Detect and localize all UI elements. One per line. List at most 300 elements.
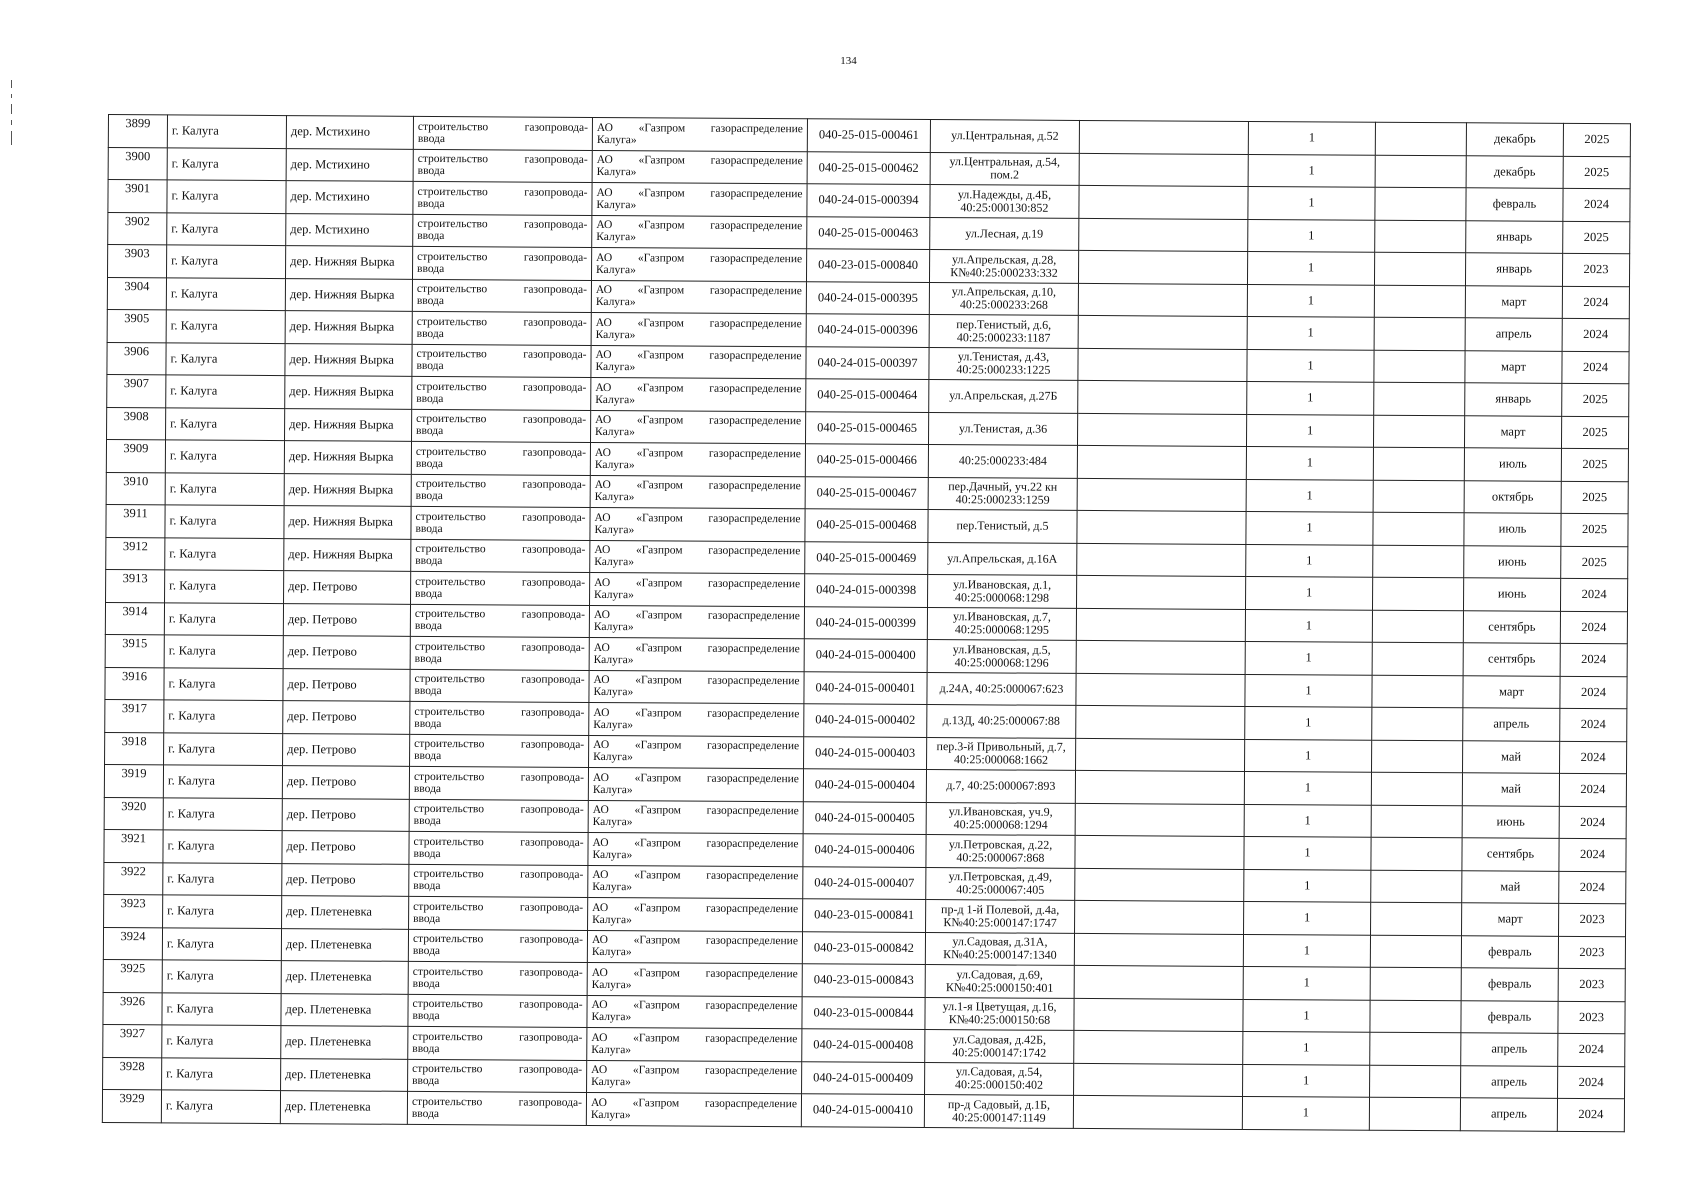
organization-word-1: АО	[596, 219, 613, 232]
address-line-2: 40:25:000068:1298	[955, 589, 1050, 605]
empty-cell	[1374, 252, 1465, 285]
work-type-word-3: ввода	[417, 132, 446, 145]
row-number-cell: 3905	[107, 309, 166, 342]
object-code-cell: 040-24-015-000406	[803, 834, 926, 867]
quantity-cell: 1	[1248, 154, 1375, 187]
organization-word-3: газораспределение	[710, 219, 803, 233]
village-cell: дер. Петрово	[282, 863, 409, 896]
quantity-cell: 1	[1244, 869, 1371, 902]
year-cell: 2024	[1563, 188, 1630, 221]
organization-word-2: «Газпром	[637, 349, 684, 362]
row-number-cell: 3915	[105, 634, 164, 667]
organization-word-1: АО	[592, 771, 610, 784]
organization-word-3: газораспределение	[709, 317, 802, 330]
city-cell: г. Калуга	[166, 407, 285, 440]
empty-cell	[1077, 445, 1246, 479]
work-type-word-1: строительство	[412, 998, 483, 1011]
empty-cell	[1375, 122, 1466, 155]
work-type-word-2: газопровода-	[520, 738, 585, 752]
empty-cell	[1373, 545, 1464, 578]
empty-cell	[1372, 707, 1463, 740]
work-type-word-1: строительство	[413, 868, 484, 881]
address-line-1: ул.Тенистая, д.43,	[957, 349, 1050, 365]
work-type-cell	[408, 961, 587, 995]
work-type-word-2: газопровода-	[519, 933, 583, 947]
object-code-cell: 040-23-015-000841	[803, 899, 926, 932]
work-type-word-2: газопровода-	[524, 121, 588, 134]
work-type-cell	[410, 636, 589, 670]
organization-word-4: Калуга»	[594, 588, 634, 601]
address-cell	[928, 412, 1077, 445]
empty-cell	[1369, 1097, 1460, 1130]
work-type-cell	[410, 701, 589, 735]
year-cell: 2024	[1560, 708, 1627, 741]
object-code-cell: 040-24-015-000395	[806, 281, 929, 314]
work-type-cell	[411, 539, 590, 573]
work-type-cell	[411, 474, 590, 508]
organization-word-4: Калуга»	[595, 328, 636, 341]
village-cell: дер. Петрово	[283, 636, 410, 669]
address-cell	[928, 477, 1077, 510]
organization-word-1: АО	[593, 739, 610, 752]
city-cell: г. Калуга	[166, 375, 285, 408]
quantity-cell: 1	[1245, 576, 1372, 609]
address-cell	[926, 770, 1075, 803]
object-code-cell: 040-25-015-000462	[807, 151, 930, 184]
work-type-word-2: газопровода-	[522, 446, 586, 459]
work-type-word-2: газопровода-	[522, 413, 587, 427]
work-type-cell	[408, 1059, 587, 1093]
organization-word-4: Калуга»	[592, 881, 633, 894]
organization-word-3: газораспределение	[709, 284, 802, 298]
empty-cell	[1371, 902, 1462, 935]
village-cell: дер. Мстихино	[286, 181, 413, 214]
empty-cell	[1371, 805, 1462, 838]
organization-word-1: АО	[591, 1031, 608, 1044]
city-cell: г. Калуга	[165, 472, 284, 505]
year-cell: 2025	[1562, 383, 1629, 416]
year-cell: 2024	[1557, 1098, 1624, 1131]
organization-word-2: «Газпром	[636, 511, 683, 525]
quantity-cell: 1	[1242, 1096, 1369, 1129]
city-cell: г. Калуга	[163, 895, 282, 928]
work-type-word-2: газопровода-	[524, 153, 588, 167]
village-cell: дер. Плетеневка	[281, 1026, 408, 1059]
city-cell: г. Калуга	[163, 797, 282, 830]
work-type-cell	[412, 376, 591, 410]
work-type-word-1: строительство	[417, 218, 488, 231]
address-cell	[928, 445, 1077, 478]
village-cell: дер. Петрово	[283, 603, 410, 636]
work-type-word-2: газопровода-	[521, 706, 585, 719]
organization-word-2: «Газпром	[635, 674, 682, 687]
month-cell: январь	[1466, 220, 1563, 253]
organization-word-4: Калуга»	[591, 1076, 631, 1089]
quantity-cell: 1	[1246, 511, 1373, 544]
work-type-word-1: строительство	[417, 153, 489, 166]
address-line-1: ул.Садовая, д.69,	[956, 966, 1043, 982]
object-code-cell: 040-24-015-000410	[801, 1094, 924, 1127]
empty-cell	[1079, 153, 1248, 187]
organization-word-1: АО	[596, 154, 613, 167]
work-type-cell	[411, 441, 590, 475]
address-line-2: 40:25:000233:1187	[956, 329, 1051, 345]
row-number-cell: 3901	[108, 180, 167, 213]
address-line-2: 40:25:000068:1296	[954, 654, 1049, 670]
work-type-word-2: газопровода-	[519, 966, 583, 979]
village-cell: дер. Нижняя Вырка	[285, 376, 412, 409]
work-type-word-1: строительство	[413, 803, 485, 816]
work-type-word-1: строительство	[414, 640, 486, 654]
organization-word-4: Калуга»	[596, 133, 637, 146]
row-number-cell: 3918	[105, 732, 164, 765]
address-cell	[926, 867, 1075, 900]
address-line-1: пер.Тенистый, д.5	[956, 518, 1049, 534]
organization-cell	[588, 865, 803, 899]
organization-word-3: газораспределение	[707, 609, 800, 623]
organization-word-2: «Газпром	[634, 869, 681, 882]
address-cell	[929, 347, 1078, 380]
city-cell: г. Калуга	[162, 927, 281, 960]
row-number-cell: 3925	[103, 959, 162, 992]
object-code-cell: 040-25-015-000465	[805, 411, 928, 444]
quantity-cell: 1	[1244, 901, 1371, 934]
work-type-word-3: ввода	[417, 165, 445, 178]
quantity-cell: 1	[1244, 771, 1371, 804]
work-type-word-1: строительство	[415, 510, 486, 524]
empty-cell	[1077, 543, 1246, 577]
work-type-cell	[412, 279, 591, 313]
work-type-word-3: ввода	[416, 327, 444, 340]
row-number-cell: 3924	[103, 927, 162, 960]
work-type-cell	[408, 1026, 587, 1060]
month-cell: май	[1463, 740, 1560, 773]
village-cell: дер. Нижняя Вырка	[285, 408, 412, 441]
city-cell: г. Калуга	[167, 180, 286, 213]
organization-word-1: АО	[591, 966, 608, 979]
organization-word-4: Калуга»	[591, 978, 632, 991]
address-line-1: ул.Апрельская, д.16А	[947, 550, 1058, 566]
month-cell: апрель	[1461, 1065, 1558, 1098]
organization-word-3: газораспределение	[708, 544, 801, 558]
organization-cell	[592, 182, 807, 216]
organization-word-1: АО	[593, 674, 610, 687]
object-code-cell: 040-24-015-000394	[807, 184, 930, 217]
address-cell	[925, 965, 1074, 998]
object-code-cell: 040-25-015-000467	[805, 476, 928, 509]
empty-cell	[1075, 835, 1244, 869]
address-line-1: ул.Ивановская, д.5,	[952, 641, 1051, 657]
work-type-word-2: газопровода-	[524, 218, 588, 232]
object-code-cell: 040-24-015-000405	[803, 801, 926, 834]
work-type-cell	[412, 344, 591, 378]
address-cell	[925, 1062, 1074, 1095]
year-cell: 2023	[1558, 1001, 1625, 1034]
organization-word-1: АО	[595, 284, 613, 297]
quantity-cell: 1	[1247, 381, 1374, 414]
year-cell: 2024	[1558, 1033, 1625, 1066]
work-type-word-2: газопровода-	[523, 316, 587, 329]
city-cell: г. Калуга	[162, 992, 281, 1025]
year-cell: 2024	[1560, 676, 1627, 709]
village-cell: дер. Плетеневка	[282, 896, 409, 929]
object-code-cell: 040-24-015-000403	[804, 736, 927, 769]
work-type-cell	[410, 604, 589, 638]
empty-cell	[1079, 185, 1248, 219]
row-number-cell: 3921	[104, 829, 163, 862]
address-cell	[924, 1095, 1073, 1128]
empty-cell	[1373, 512, 1464, 545]
organization-cell	[592, 150, 807, 184]
address-line-1: пер.Дачный, уч.22 кн	[948, 479, 1058, 495]
quantity-cell: 1	[1245, 739, 1372, 772]
work-type-word-2: газопровода-	[520, 836, 584, 849]
empty-cell	[1373, 480, 1464, 513]
row-number-cell: 3922	[104, 862, 163, 895]
city-cell: г. Калуга	[164, 667, 283, 700]
address-cell	[929, 315, 1078, 348]
work-type-word-1: строительство	[411, 1095, 483, 1109]
organization-cell	[587, 930, 802, 964]
row-number-cell: 3902	[108, 212, 167, 245]
organization-word-4: Калуга»	[592, 816, 633, 829]
row-number-cell: 3903	[108, 245, 167, 278]
organization-word-2: «Газпром	[634, 836, 681, 850]
address-cell	[926, 802, 1075, 835]
quantity-cell: 1	[1244, 804, 1371, 837]
year-cell: 2024	[1559, 741, 1626, 774]
address-line-1: ул.Петровская, д.22,	[948, 836, 1053, 852]
address-line-2: 40:25:000150:402	[955, 1077, 1044, 1092]
empty-cell	[1074, 965, 1243, 999]
organization-word-4: Калуга»	[591, 1043, 632, 1056]
organization-word-3: газораспределение	[710, 122, 803, 135]
work-type-word-3: ввода	[412, 1010, 440, 1023]
object-code-cell: 040-24-015-000402	[804, 704, 927, 737]
quantity-cell: 1	[1245, 641, 1372, 674]
empty-cell	[1076, 673, 1245, 707]
object-code-cell: 040-24-015-000400	[804, 639, 927, 672]
empty-cell	[1075, 900, 1244, 934]
address-line-1: ул.Садовая, д.42Б,	[952, 1031, 1047, 1047]
organization-cell	[591, 312, 806, 346]
village-cell: дер. Мстихино	[286, 213, 413, 246]
empty-cell	[1079, 218, 1248, 252]
organization-word-4: Калуга»	[595, 393, 636, 406]
organization-word-1: АО	[592, 869, 609, 882]
organization-word-3: газораспределение	[709, 252, 803, 265]
organization-word-3: газораспределение	[704, 1097, 797, 1110]
object-code-cell: 040-24-015-000396	[806, 314, 929, 347]
year-cell: 2024	[1560, 611, 1627, 644]
organization-word-3: газораспределение	[706, 837, 799, 850]
year-cell: 2025	[1561, 448, 1628, 481]
city-cell: г. Калуга	[167, 245, 286, 278]
row-number-cell: 3919	[104, 764, 163, 797]
address-cell	[925, 997, 1074, 1030]
organization-word-3: газораспределение	[707, 674, 800, 688]
city-cell: г. Калуга	[163, 765, 282, 798]
empty-cell	[1372, 577, 1463, 610]
row-number-cell: 3908	[107, 407, 166, 440]
row-number-cell: 3913	[106, 569, 165, 602]
organization-word-2: «Газпром	[633, 1031, 680, 1045]
village-cell: дер. Петрово	[282, 831, 409, 864]
organization-word-3: газораспределение	[705, 999, 798, 1013]
quantity-cell: 1	[1247, 251, 1374, 284]
empty-cell	[1370, 935, 1461, 968]
empty-cell	[1370, 967, 1461, 1000]
work-type-word-2: газопровода-	[521, 641, 585, 654]
work-type-word-1: строительство	[416, 413, 487, 426]
address-line-2: 40:25:000233:1225	[956, 362, 1051, 378]
organization-word-1: АО	[592, 901, 609, 914]
city-cell: г. Калуга	[162, 960, 281, 993]
work-type-word-1: строительство	[414, 608, 486, 621]
object-code-cell: 040-23-015-000842	[802, 931, 925, 964]
work-type-word-3: ввода	[415, 457, 444, 470]
address-line-1: ул.Центральная, д.52	[951, 128, 1059, 144]
organization-word-2: «Газпром	[635, 641, 683, 655]
work-type-word-3: ввода	[412, 977, 440, 990]
city-cell: г. Калуга	[163, 862, 282, 895]
work-type-cell	[411, 506, 590, 540]
address-line-1: д.13Д, 40:25:000067:88	[942, 713, 1060, 729]
organization-word-1: АО	[592, 804, 609, 817]
village-cell: дер. Петрово	[282, 798, 409, 831]
row-number-cell: 3904	[107, 277, 166, 310]
organization-word-2: «Газпром	[634, 804, 682, 817]
month-cell: июль	[1464, 448, 1561, 481]
organization-word-4: Калуга»	[593, 621, 634, 634]
object-code-cell: 040-23-015-000843	[802, 964, 925, 997]
address-line-2: 40:25:000233:1259	[955, 492, 1050, 508]
empty-cell	[1372, 610, 1463, 643]
work-type-word-1: строительство	[413, 900, 484, 914]
address-line-1: ул.Ивановская, уч.9,	[948, 804, 1053, 820]
organization-cell	[592, 215, 807, 249]
village-cell: дер. Нижняя Вырка	[285, 278, 412, 311]
address-cell	[927, 705, 1076, 738]
quantity-cell: 1	[1246, 479, 1373, 512]
quantity-cell: 1	[1245, 674, 1372, 707]
organization-cell	[587, 995, 802, 1029]
empty-cell	[1373, 415, 1464, 448]
quantity-cell: 1	[1248, 121, 1375, 154]
address-line-1: пер.Тенистый, д.6,	[956, 316, 1052, 332]
organization-word-1: АО	[595, 349, 612, 362]
city-cell: г. Калуга	[165, 440, 284, 473]
organization-word-3: газораспределение	[708, 479, 801, 493]
month-cell: март	[1464, 415, 1561, 448]
empty-cell	[1371, 870, 1462, 903]
organization-word-4: Калуга»	[594, 523, 635, 536]
month-cell: февраль	[1461, 935, 1558, 968]
object-code-cell: 040-24-015-000398	[805, 574, 928, 607]
village-cell: дер. Нижняя Вырка	[284, 441, 411, 474]
organization-word-2: «Газпром	[632, 1096, 680, 1110]
organization-word-3: газораспределение	[706, 772, 799, 785]
organization-cell	[590, 475, 805, 509]
village-cell: дер. Петрово	[284, 571, 411, 604]
organization-word-3: газораспределение	[705, 1032, 798, 1045]
year-cell: 2025	[1561, 481, 1628, 514]
year-cell: 2025	[1561, 416, 1628, 449]
work-type-word-1: строительство	[417, 120, 489, 134]
address-cell	[927, 640, 1076, 673]
month-cell: март	[1463, 675, 1560, 708]
organization-word-3: газораспределение	[709, 349, 802, 363]
work-type-word-1: строительство	[415, 478, 487, 491]
work-type-cell	[409, 896, 588, 930]
organization-word-3: газораспределение	[705, 967, 798, 980]
organization-word-4: Калуга»	[591, 1011, 632, 1024]
organization-word-2: «Газпром	[636, 446, 684, 460]
address-cell	[927, 672, 1076, 705]
quantity-cell: 1	[1243, 1064, 1370, 1097]
work-type-word-3: ввода	[412, 945, 441, 958]
quantity-cell: 1	[1247, 316, 1374, 349]
row-number-cell: 3899	[108, 115, 167, 148]
address-cell	[930, 120, 1079, 153]
empty-cell	[1076, 640, 1245, 674]
object-code-cell: 040-25-015-000469	[805, 541, 928, 574]
city-cell: г. Калуга	[164, 602, 283, 635]
address-line-1: ул.Садовая, д.31А,	[952, 934, 1048, 950]
organization-cell	[591, 377, 806, 411]
city-cell: г. Калуга	[163, 830, 282, 863]
work-type-word-3: ввода	[414, 620, 443, 633]
work-type-cell	[407, 1091, 586, 1125]
month-cell: июль	[1464, 513, 1561, 546]
organization-word-3: газораспределение	[706, 869, 799, 883]
organization-cell	[590, 540, 805, 574]
empty-cell	[1077, 478, 1246, 512]
village-cell: дер. Плетеневка	[281, 961, 408, 994]
work-type-word-2: газопровода-	[523, 348, 587, 362]
work-type-cell	[413, 181, 592, 215]
organization-word-2: «Газпром	[634, 739, 682, 752]
organization-word-2: «Газпром	[638, 186, 685, 200]
work-type-word-3: ввода	[413, 847, 441, 860]
work-type-cell	[409, 766, 588, 800]
year-cell: 2023	[1558, 936, 1625, 969]
work-type-word-3: ввода	[413, 782, 442, 795]
organization-word-2: «Газпром	[633, 999, 680, 1012]
organization-word-3: газораспределение	[706, 902, 799, 915]
work-type-word-2: газопровода-	[519, 998, 583, 1012]
organization-word-4: Калуга»	[592, 848, 633, 861]
city-cell: г. Калуга	[164, 635, 283, 668]
row-number-cell: 3911	[106, 504, 165, 537]
row-number-cell: 3912	[106, 537, 165, 570]
month-cell: март	[1465, 285, 1562, 318]
organization-word-4: Калуга»	[593, 653, 634, 666]
organization-cell	[590, 507, 805, 541]
organization-word-1: АО	[594, 511, 611, 524]
month-cell: сентябрь	[1463, 643, 1560, 676]
month-cell: март	[1462, 903, 1559, 936]
month-cell: январь	[1465, 383, 1562, 416]
month-cell: июнь	[1463, 578, 1560, 611]
work-type-word-2: газопровода-	[521, 576, 586, 589]
work-type-word-1: строительство	[414, 705, 485, 719]
empty-cell	[1074, 998, 1243, 1032]
month-cell: апрель	[1465, 318, 1562, 351]
organization-word-4: Калуга»	[593, 718, 634, 731]
month-cell: март	[1465, 350, 1562, 383]
work-type-word-2: газопровода-	[520, 803, 584, 817]
